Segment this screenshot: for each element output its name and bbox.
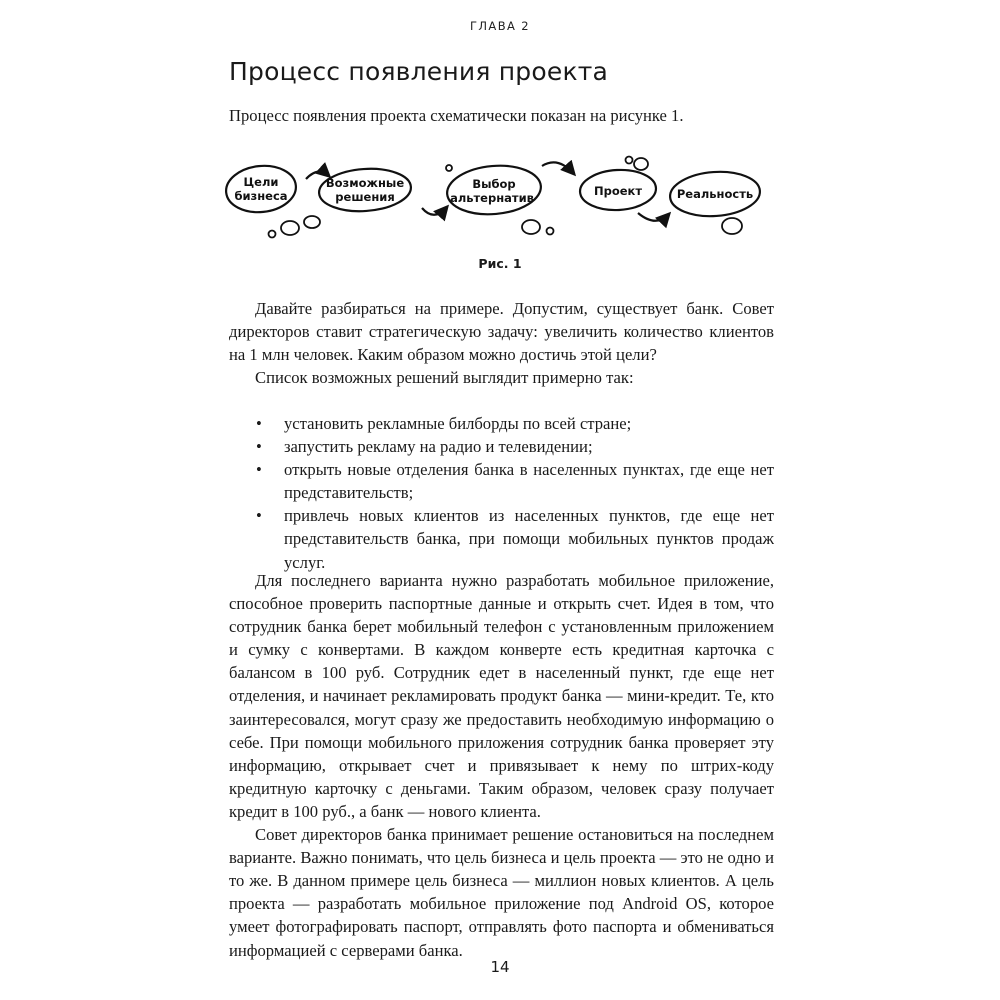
bubble (522, 220, 540, 234)
process-diagram (224, 152, 784, 252)
step-1-line-2: бизнеса (234, 189, 288, 203)
bubble (722, 218, 742, 234)
list-item-text: открыть новые отделения банка в населенных пунктах, где еще нет представительств; (284, 460, 774, 503)
process-diagram-svg (224, 152, 784, 252)
step-3-line-2: альтернатив (450, 191, 534, 205)
bubble (634, 158, 648, 170)
step-1-line-1: Цели (243, 175, 279, 189)
bullet-icon: • (256, 414, 262, 433)
section-title: Процесс появления проекта (229, 57, 609, 86)
list-item-text: запустить рекламу на радио и телевидении; (284, 437, 593, 457)
bubble (626, 157, 633, 164)
intro-paragraph: Процесс появления проекта схематически показан на рисунке 1. (229, 106, 684, 125)
list-item-text: привлечь новых клиентов из населенных пунктов, где еще нет представительств банка, при помощи мобильных пунктов продаж услуг. (284, 506, 774, 572)
paragraph: Совет директоров банка принимает решение остановиться на последнем варианте. Важно понимать, что цель бизнеса и цель проекта — это не одно и то же. В данном примере цель бизнеса — миллион новых клиентов. А цель проекта — разработать мобильное приложение под Android OS, которое умеет фотографировать паспорт, отправлять фото паспорта и обмениваться информацией с серверами банка. (229, 825, 774, 960)
bubble (547, 228, 554, 235)
running-head: ГЛАВА 2 (469, 19, 531, 33)
paragraph: Давайте разбираться на примере. Допустим, существует банк. Совет директоров ставит стратегическую задачу: увеличить количество клиентов на 1 млн человек. Каким образом можно достичь этой цели? (229, 299, 774, 365)
arrow-2-3 (422, 207, 447, 215)
step-4-line-1: Проект (593, 184, 643, 198)
list-item-text: установить рекламные билборды по всей стране; (284, 414, 632, 433)
arrow-4-5 (638, 213, 669, 221)
text-block-after-list (229, 569, 774, 962)
list-item (229, 504, 774, 573)
step-5-line-1: Реальность (676, 187, 754, 201)
bubble (281, 221, 299, 235)
step-2-line-1: Возможные (325, 176, 405, 190)
bubble (304, 216, 320, 228)
paragraph: Для последнего варианта нужно разработать мобильное приложение, способное проверить паспортные данные и открыть счет. Идея в том, что сотрудник банка берет мобильный телефон с установленным приложением и сумку с конвертами. В каждом конверте есть кредитная карточка с балансом в 100 руб. Сотрудник едет в населенный пункт, где еще нет отделения, и начинает рекламировать продукт банка — мини-кредит. Те, кто заинтересовался, могут сразу же предоставить необходимую информацию о себе. При помощи мобильного приложения сотрудник банка проверяет эту информацию, открывает счет и привязывает к нему по штрих-коду кредитную карточку с деньгами. Таким образом, человек сразу получает кредит в 100 руб., а банк — нового клиента. (229, 571, 774, 821)
page-number: 14 (490, 958, 510, 976)
solutions-list (229, 412, 774, 574)
bullet-icon: • (256, 460, 262, 480)
step-3-line-1: Выбор (472, 177, 516, 191)
list-item (229, 435, 774, 458)
figure-caption: Рис. 1 (478, 256, 522, 271)
list-item (229, 458, 774, 504)
bullet-icon: • (256, 506, 262, 526)
list-item (229, 412, 774, 435)
bubble (446, 165, 452, 171)
bubble (269, 231, 276, 238)
paragraph: Список возможных решений выглядит примерно так: (255, 368, 634, 388)
step-2-line-2: решения (335, 190, 395, 204)
bullet-icon: • (256, 437, 262, 457)
text-block-before-list (229, 297, 774, 389)
arrow-3-4 (542, 162, 574, 174)
